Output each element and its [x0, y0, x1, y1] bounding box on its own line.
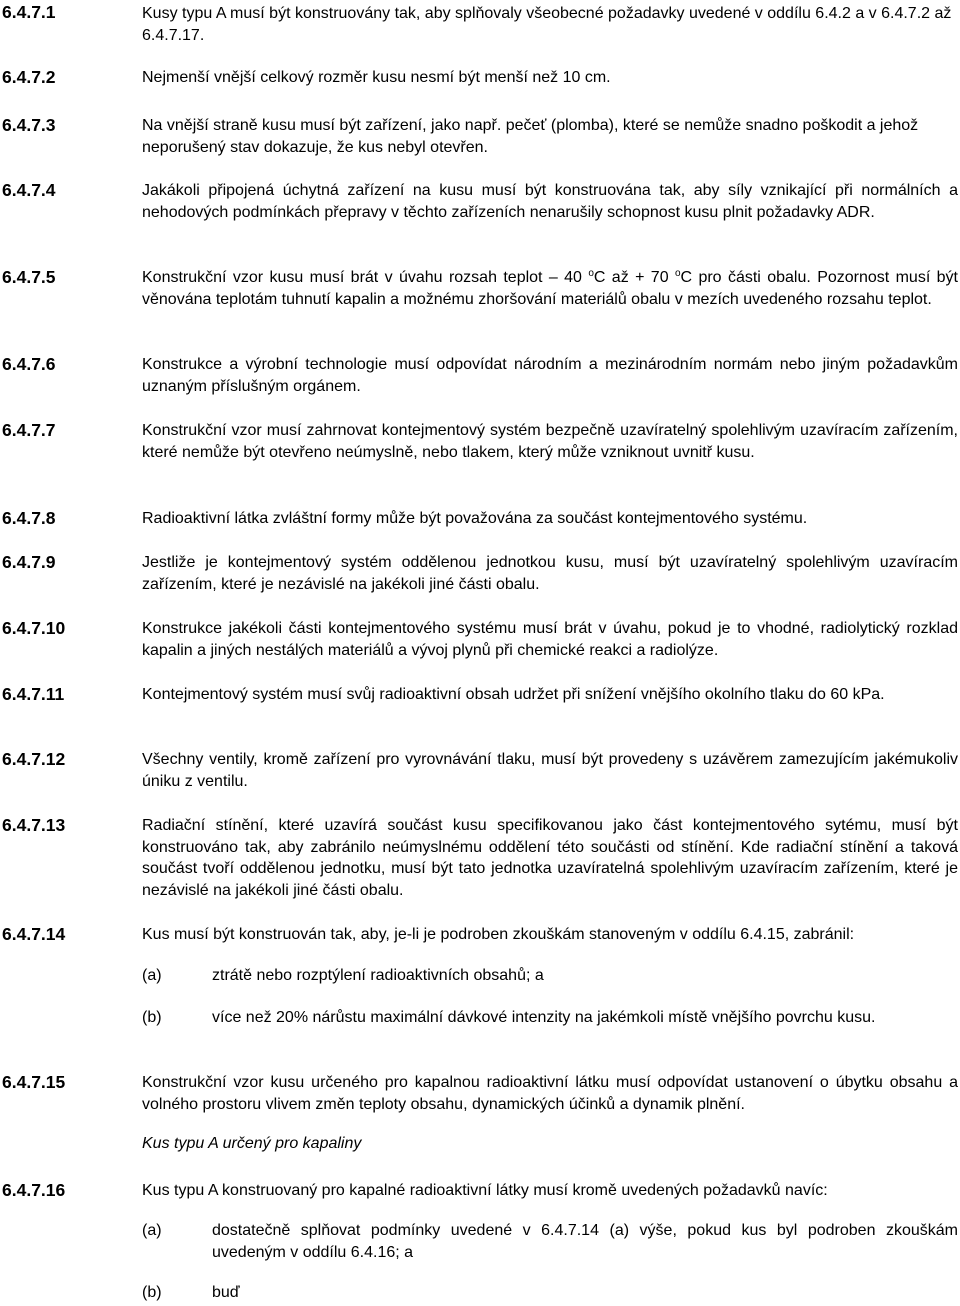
- list-item-text: ztrátě nebo rozptýlení radioaktivních obsahů; a: [212, 967, 544, 984]
- degree-sign: o: [588, 268, 594, 279]
- section-number: 6.4.7.3: [2, 115, 56, 135]
- section-text: Kontejmentový systém musí svůj radioaktivní obsah udržet při snížení vnějšího okolního tlaku do 60 kPa.: [142, 686, 885, 703]
- section-number: 6.4.7.13: [2, 815, 66, 835]
- section-text: Konstrukční vzor kusu určeného pro kapalnou radioaktivní látku musí odpovídat ustanovení o úbytku obsahu a volného prostoru vlivem změn teploty obsahu, dynamických účinků a dynamik plnění.: [142, 1074, 958, 1113]
- section-text: Kus musí být konstruován tak, aby, je-li je podroben zkouškám stanoveným v oddílu 6.4.15, zabránil:: [142, 926, 855, 943]
- section-text: Kus typu A konstruovaný pro kapalné radioaktivní látky musí kromě uvedených požadavků navíc:: [142, 1182, 828, 1199]
- subheading: Kus typu A určený pro kapaliny: [142, 1135, 362, 1152]
- section-number: 6.4.7.14: [2, 924, 66, 944]
- section-text: Nejmenší vnější celkový rozměr kusu nesmí být menší než 10 cm.: [142, 69, 611, 86]
- section-number: 6.4.7.10: [2, 618, 66, 638]
- section-text: Všechny ventily, kromě zařízení pro vyrovnávání tlaku, musí být provedeny s uzávěrem zamezujícím jakémukoliv úniku z ventilu.: [142, 751, 958, 790]
- text-part: C až + 70: [593, 269, 675, 286]
- section-text: Na vnější straně kusu musí být zařízení, jako např. pečeť (plomba), které se nemůže snadno poškodit a jehož neporušený stav dokazuje, že kus nebyl otevřen.: [142, 117, 919, 156]
- section-number: 6.4.7.16: [2, 1180, 66, 1200]
- list-item-label: (a): [142, 1222, 162, 1239]
- section-number: 6.4.7.6: [2, 354, 56, 374]
- section-text: Jestliže je kontejmentový systém oddělenou jednotkou kusu, musí být uzavíratelný spolehlivým uzavíracím zařízením, které je nezávislé na jakékoli jiné části obalu.: [142, 554, 958, 593]
- section-number: 6.4.7.9: [2, 552, 56, 572]
- section-number: 6.4.7.1: [2, 2, 56, 22]
- section-number: 6.4.7.4: [2, 180, 56, 200]
- section-text: Konstrukční vzor musí zahrnovat kontejmentový systém bezpečně uzavíratelný spolehlivým uzavíracím zařízením, které nemůže být otevřeno neúmyslně, nebo tlakem, který může vzniknout uvnitř kusu.: [142, 422, 958, 461]
- list-item-text: dostatečně splňovat podmínky uvedené v 6.4.7.14 (a) výše, pokud kus byl podroben zkouškám uvedeným v oddílu 6.4.16; a: [212, 1222, 958, 1261]
- list-item-text: buď: [212, 1284, 240, 1301]
- section-number: 6.4.7.8: [2, 508, 56, 528]
- text-part: C pro části obalu. Pozornost musí být věnována teplotám tuhnutí kapalin a možnému zhoršování materiálů obalu v mezích uvedeného rozsahu teplot.: [142, 269, 958, 308]
- degree-sign: o: [674, 268, 681, 279]
- list-item-label: (a): [142, 967, 162, 984]
- section-number: 6.4.7.5: [2, 267, 56, 287]
- section-number: 6.4.7.15: [2, 1072, 66, 1092]
- section-text: Radiační stínění, které uzavírá součást kusu specifikovanou jako část kontejmentového sytému, musí být konstruováno tak, aby zabránilo neúmyslnému oddělení této součásti od stínění. Kde radiační stínění a taková součást tvoří oddělenou jednotku, musí být tato jednotka uzavíratelná spolehlivým uzavíracím zařízením, které je nezávislé na jakékoli jiné části obalu.: [142, 817, 958, 899]
- list-item-label: (b): [142, 1284, 162, 1301]
- section-number: 6.4.7.7: [2, 420, 56, 440]
- list-item-text: více než 20% nárůstu maximální dávkové intenzity na jakémkoli místě vnějšího povrchu kusu.: [212, 1009, 876, 1026]
- section-number: 6.4.7.2: [2, 67, 56, 87]
- text-part: Konstrukční vzor kusu musí brát v úvahu rozsah teplot – 40: [142, 269, 589, 286]
- section-text: Radioaktivní látka zvláštní formy může být považována za součást kontejmentového systému.: [142, 510, 808, 527]
- section-text: Konstrukce jakékoli části kontejmentového systému musí brát v úvahu, pokud je to vhodné, radiolytický rozklad kapalin a jiných nestálých materiálů a vývoj plynů při chemické reakci a radiolýze.: [142, 620, 958, 659]
- section-text: [142, 267, 958, 310]
- section-text: Kusy typu A musí být konstruovány tak, aby splňovaly všeobecné požadavky uvedené v oddílu 6.4.2 a v 6.4.7.2 až 6.4.7.17.: [142, 5, 952, 44]
- list-item-label: (b): [142, 1009, 162, 1026]
- section-text: Jakákoli připojená úchytná zařízení na kusu musí být konstruována tak, aby síly vznikající při normálních a nehodových podmínkách přepravy v těchto zařízeních nenarušily schopnost kusu plnit požadavky ADR.: [142, 182, 958, 221]
- section-number: 6.4.7.12: [2, 749, 66, 769]
- section-text: Konstrukce a výrobní technologie musí odpovídat národním a mezinárodním normám nebo jiným požadavkům uznaným příslušným orgánem.: [142, 356, 958, 395]
- section-number: 6.4.7.11: [2, 684, 65, 704]
